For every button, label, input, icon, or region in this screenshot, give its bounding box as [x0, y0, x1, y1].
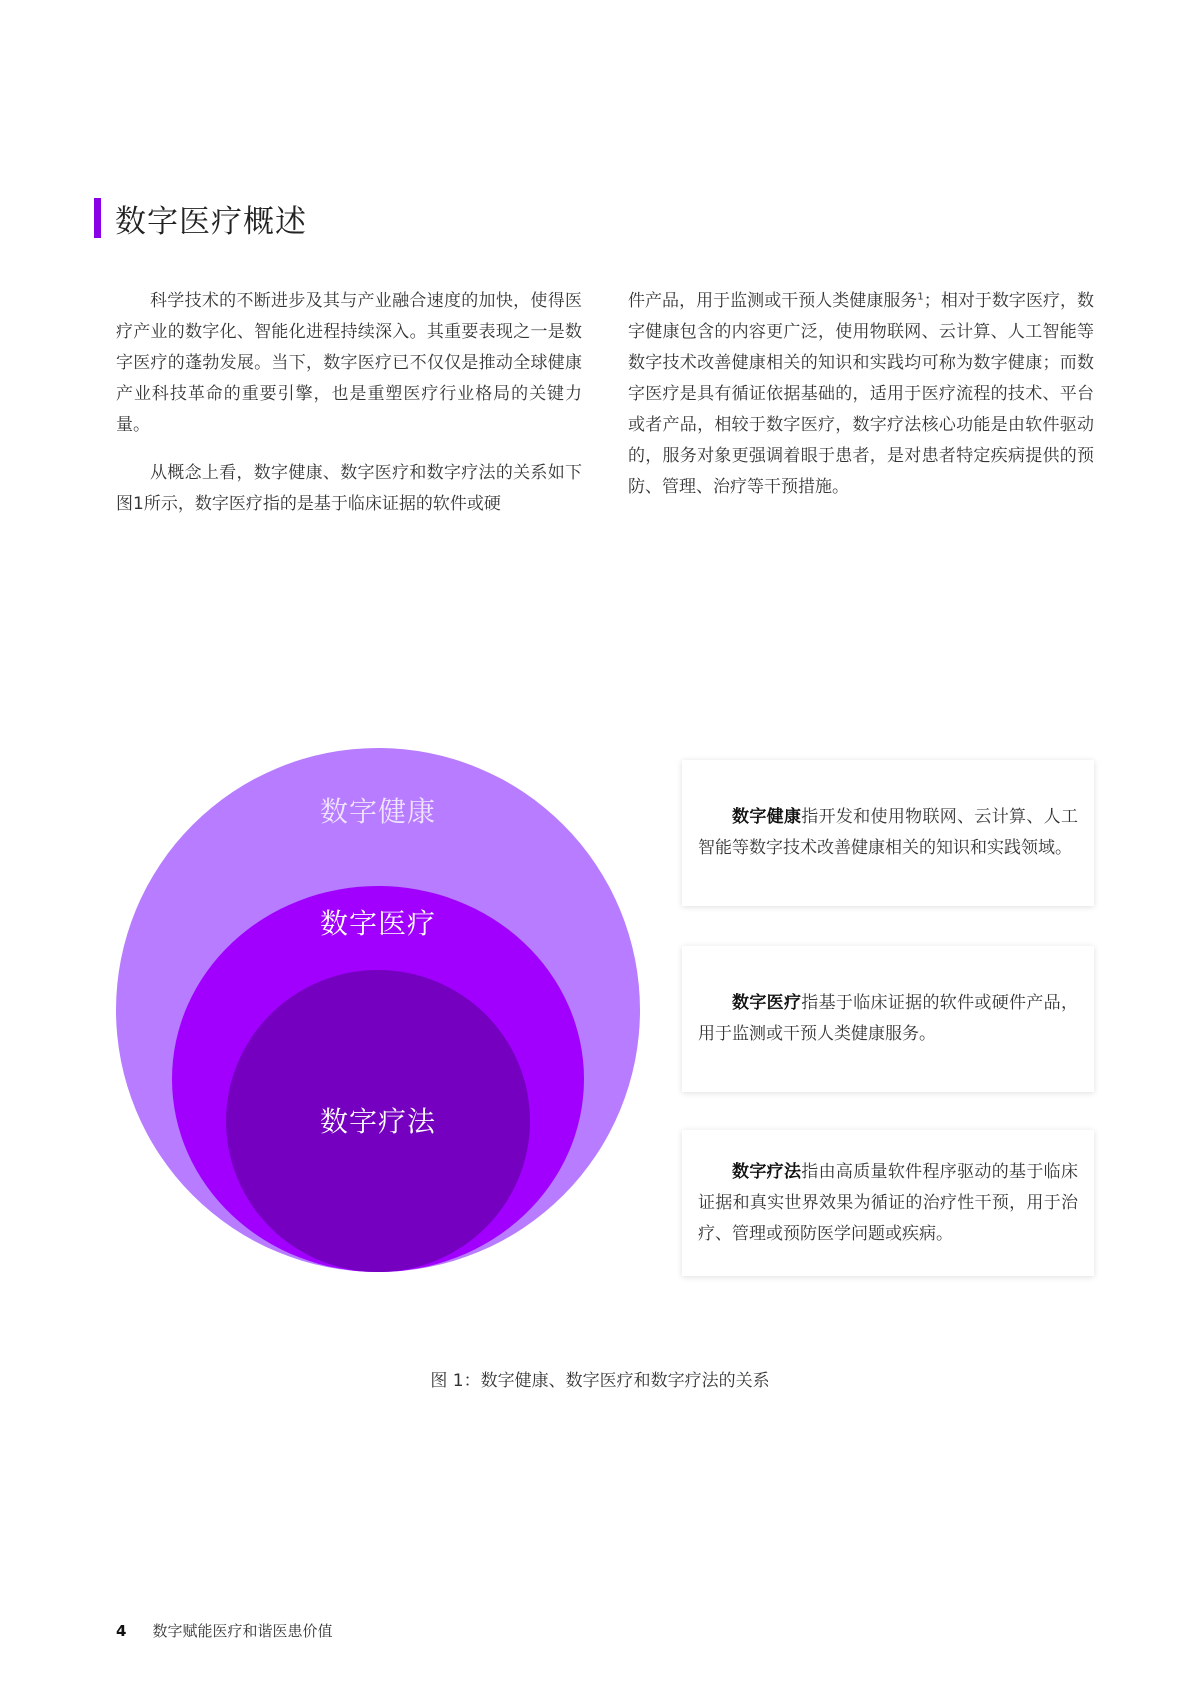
- digital-therapeutics-label: 数字疗法: [319, 1105, 436, 1138]
- intro-paragraph-continued: [628, 286, 1094, 503]
- section-title: [94, 198, 307, 238]
- definition-desc: 指基于临床证据的软件或硬件产品，用于监测或干预人类健康服务。: [698, 993, 1079, 1044]
- right-column: [628, 286, 1094, 503]
- footnote-marker: 1: [917, 291, 924, 303]
- definition-text: [698, 988, 1078, 1050]
- definition-text: [698, 1157, 1078, 1250]
- intro-paragraph-1: 科学技术的不断进步及其与产业融合速度的加快，使得医疗产业的数字化、智能化进程持续深入。其重要表现之一是数字医疗的蓬勃发展。当下，数字医疗已不仅仅是推动全球健康产业科技革命的重要引擎，也是重塑医疗行业格局的关键力量。: [116, 291, 582, 435]
- intro-paragraph-2: 从概念上看，数字健康、数字医疗和数字疗法的关系如下图1所示，数字医疗指的是基于临床证据的软件或硬: [116, 463, 582, 514]
- footer-doc-title: 数字赋能医疗和谐医患价值: [152, 1622, 333, 1640]
- left-column: [116, 286, 582, 520]
- definition-card-digital-medicine: [682, 946, 1094, 1092]
- intro-text-part-b: ；相对于数字医疗，数字健康包含的内容更广泛，使用物联网、云计算、人工智能等数字技术改善健康相关的知识和实践均可称为数字健康；而数字医疗是具有循证依据基础的，适用于医疗流程的技术、平台或者产品，相较于数字医疗，数字疗法核心功能是由软件驱动的，服务对象更强调着眼于患者，是对患者特定疾病提供的预防、管理、治疗等干预措施。: [628, 291, 1095, 497]
- title-accent-bar: [94, 198, 101, 238]
- definition-desc: 指开发和使用物联网、云计算、人工智能等数字技术改善健康相关的知识和实践领域。: [698, 807, 1079, 858]
- definition-desc: 指由高质量软件程序驱动的基于临床证据和真实世界效果为循证的治疗性干预，用于治疗、管理或预防医学问题或疾病。: [698, 1161, 1079, 1244]
- definition-term: 数字健康: [732, 807, 802, 827]
- page-number: 4: [116, 1621, 127, 1640]
- definition-card-digital-therapeutics: [682, 1130, 1094, 1276]
- figure-caption: 图 1：数字健康、数字医疗和数字疗法的关系: [430, 1371, 770, 1391]
- definition-card-digital-health: [682, 760, 1094, 906]
- intro-text-part-a: 件产品，用于监测或干预人类健康服务: [628, 291, 918, 311]
- definition-term: 数字医疗: [732, 993, 802, 1013]
- definition-term: 数字疗法: [732, 1161, 802, 1182]
- digital-health-label: 数字健康: [319, 795, 436, 828]
- page-footer: [116, 1620, 332, 1641]
- page-title: 数字医疗概述: [115, 203, 307, 240]
- definition-text: [698, 802, 1078, 864]
- digital-medicine-label: 数字医疗: [319, 907, 436, 940]
